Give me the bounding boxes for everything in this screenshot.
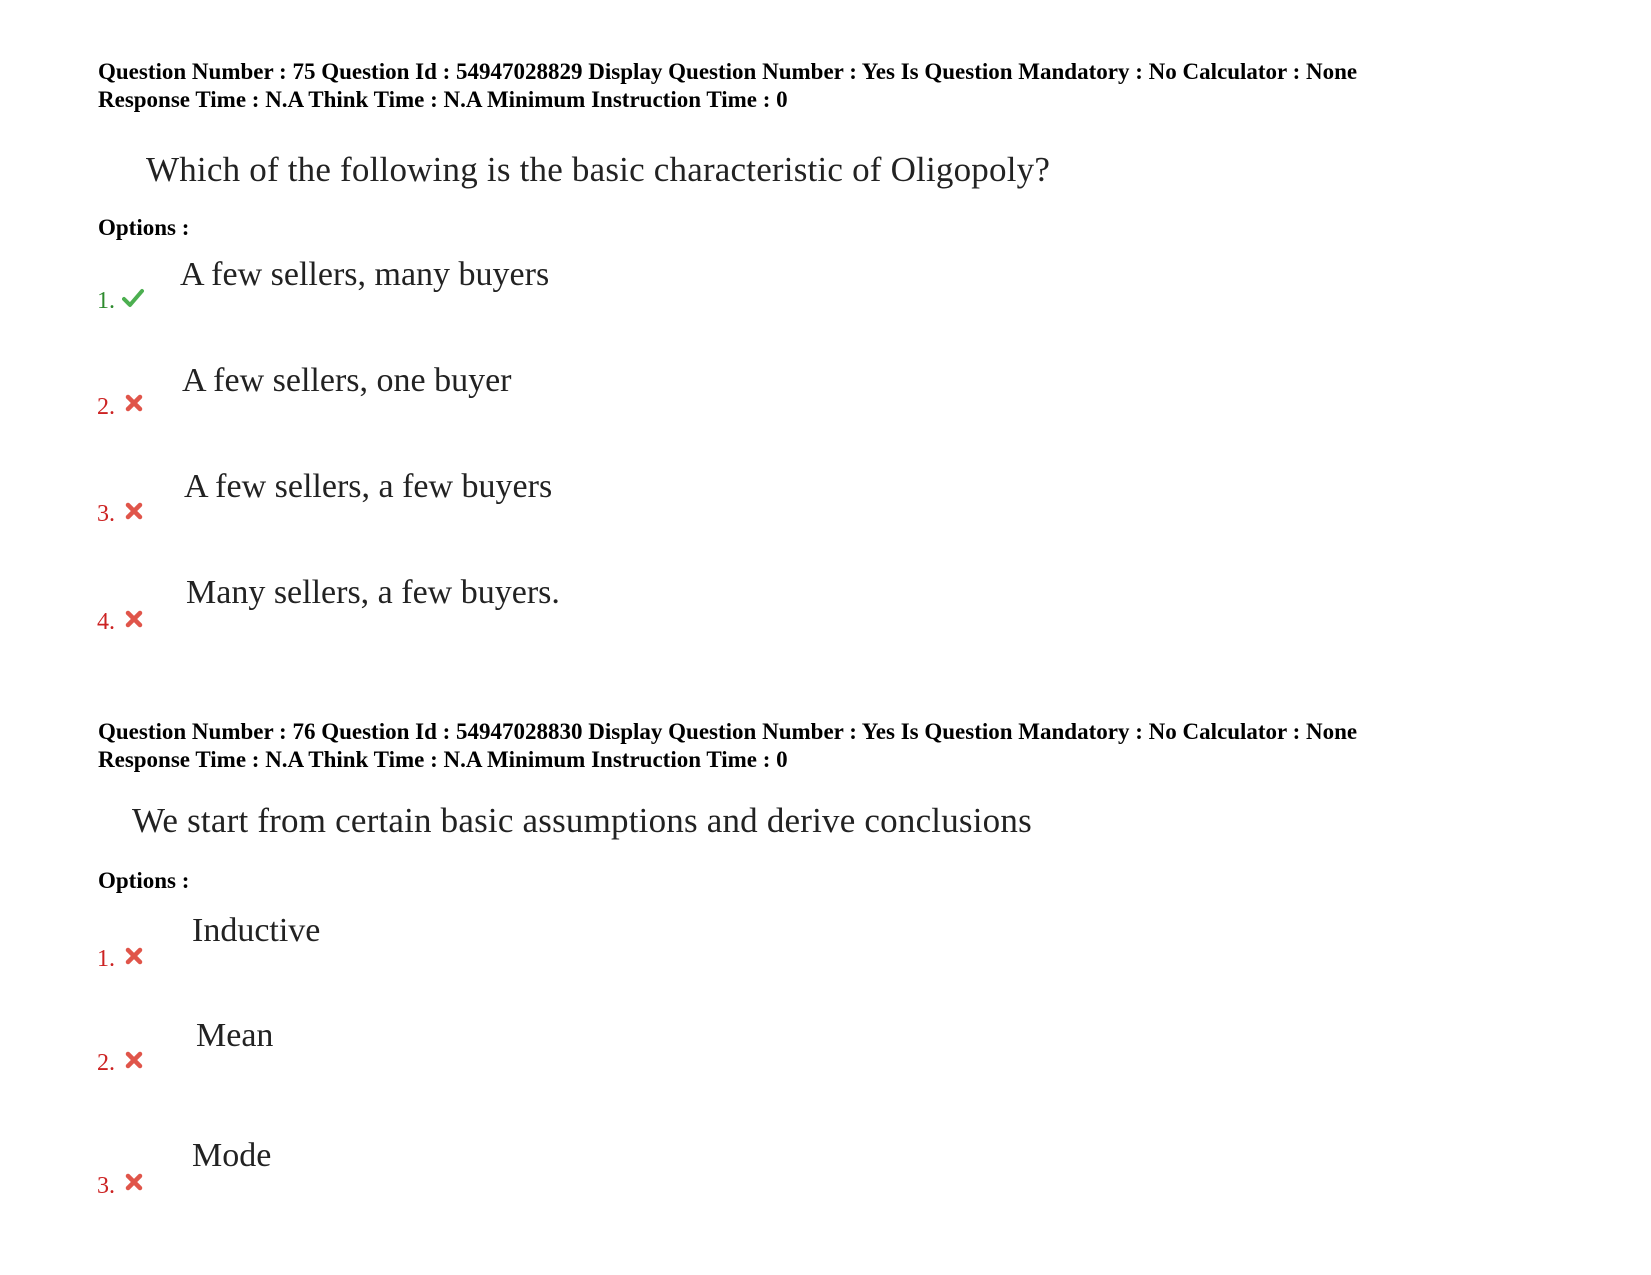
option-text: Mean: [196, 1017, 274, 1054]
option-text: Inductive: [192, 912, 321, 949]
option-text: A few sellers, a few buyers: [184, 468, 553, 505]
option-number: 3.: [97, 1173, 115, 1199]
option-text: Mode: [192, 1137, 272, 1174]
option-number: 2.: [97, 1050, 115, 1076]
option-text: A few sellers, one buyer: [182, 362, 512, 399]
cross-icon: [124, 1172, 146, 1194]
question-meta-line2: Response Time : N.A Think Time : N.A Minimum Instruction Time : 0: [98, 747, 788, 772]
cross-icon: [124, 501, 146, 523]
question-text: Which of the following is the basic characteristic of Oligopoly?: [146, 150, 1051, 189]
question-meta-line1: Question Number : 76 Question Id : 54947028830 Display Question Number : Yes Is Question Mandatory : No Calculator : None: [98, 719, 1358, 744]
question-text: We start from certain basic assumptions and derive conclusions: [132, 801, 1032, 840]
cross-icon: [124, 609, 146, 631]
question-meta-line2: Response Time : N.A Think Time : N.A Minimum Instruction Time : 0: [98, 87, 788, 112]
check-icon: [122, 287, 144, 309]
option-number: 2.: [97, 394, 115, 420]
cross-icon: [124, 946, 146, 968]
question-meta-line1: Question Number : 75 Question Id : 54947028829 Display Question Number : Yes Is Question Mandatory : No Calculator : None: [98, 59, 1358, 84]
option-number: 1.: [97, 946, 115, 972]
cross-icon: [124, 1050, 146, 1072]
options-label: Options :: [98, 868, 190, 893]
option-number: 3.: [97, 501, 115, 527]
option-text: Many sellers, a few buyers.: [186, 574, 560, 611]
cross-icon: [124, 393, 146, 415]
options-label: Options :: [98, 215, 190, 240]
option-text: A few sellers, many buyers: [180, 256, 550, 293]
option-number: 4.: [97, 609, 115, 635]
option-number: 1.: [97, 288, 115, 314]
